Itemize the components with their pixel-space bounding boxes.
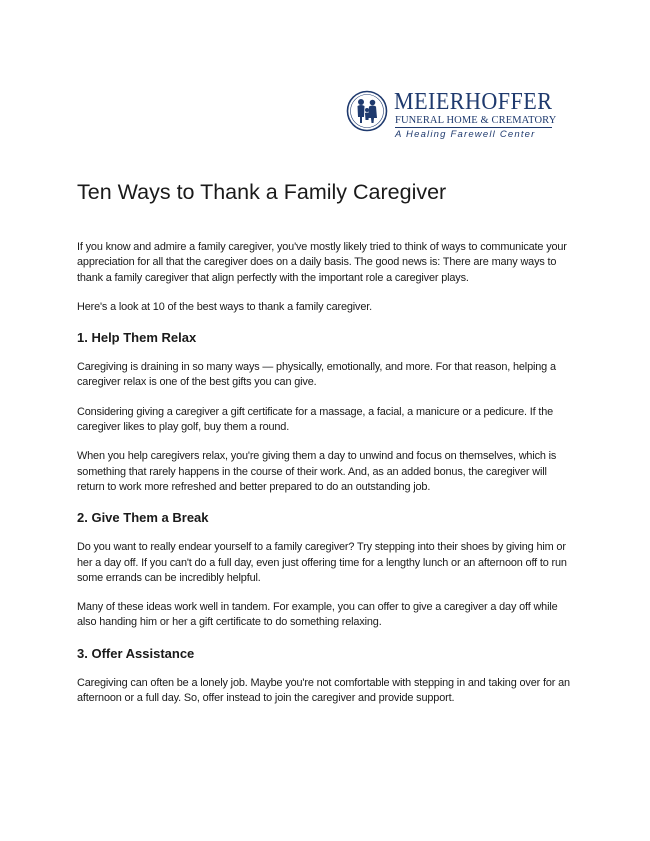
document-body: [77, 178, 577, 720]
logo-subtitle: FUNERAL HOME & CREMATORY: [395, 115, 557, 126]
section-paragraph: Many of these ideas work well in tandem. For example, you can offer to give a caregiver a day off while also handing him or her a gift certificate to do something relaxing.: [77, 601, 558, 629]
section-heading: 3. Offer Assistance: [77, 645, 195, 661]
section-heading: 1. Help Them Relax: [77, 330, 197, 346]
section-paragraph: Caregiving can often be a lonely job. Maybe you're not comfortable with stepping in and taking over for an afternoon or a full day. So, offer instead to join the caregiver and provide support.: [77, 676, 570, 705]
section-paragraph: Caregiving is draining in so many ways — physically, emotionally, and more. For that reason, helping a caregiver relax is one of the best gifts you can give.: [77, 361, 556, 389]
document-title: Ten Ways to Thank a Family Caregiver: [77, 180, 447, 204]
logo-name: MEIERHOFFER: [394, 89, 553, 115]
section-paragraph: Considering giving a caregiver a gift certificate for a massage, a facial, a manicure or a pedicure. If the caregiver likes to play golf, buy them a round.: [77, 405, 554, 434]
logo-divider: [395, 127, 552, 128]
family-emblem-icon: [346, 90, 388, 132]
intro-paragraph: Here's a look at 10 of the best ways to thank a family caregiver.: [77, 300, 373, 313]
intro-paragraph: If you know and admire a family caregiver, you've mostly likely tried to think of ways to communicate your appreciation for all that the caregiver does on a daily basis. The good news is: There are many ways to thank a family caregiver that align perfectly with the important role a caregiver plays.: [77, 241, 567, 284]
section-paragraph: When you help caregivers relax, you're giving them a day to unwind and focus on themselves, which is something that rarely happens in the course of their work. And, as an added bonus, the caregiver will return to work more refreshed and better prepared to do an outstanding job.: [77, 450, 557, 493]
section-heading: 2. Give Them a Break: [77, 510, 209, 526]
company-logo: [346, 90, 576, 146]
section-paragraph: Do you want to really endear yourself to a family caregiver? Try stepping into their shoes by giving him or her a day off. If you can't do a full day, even just offering time for a lengthy lunch or an afternoon off to run some errands can be incredibly helpful.: [77, 541, 567, 584]
logo-tagline: A Healing Farewell Center: [395, 129, 536, 140]
